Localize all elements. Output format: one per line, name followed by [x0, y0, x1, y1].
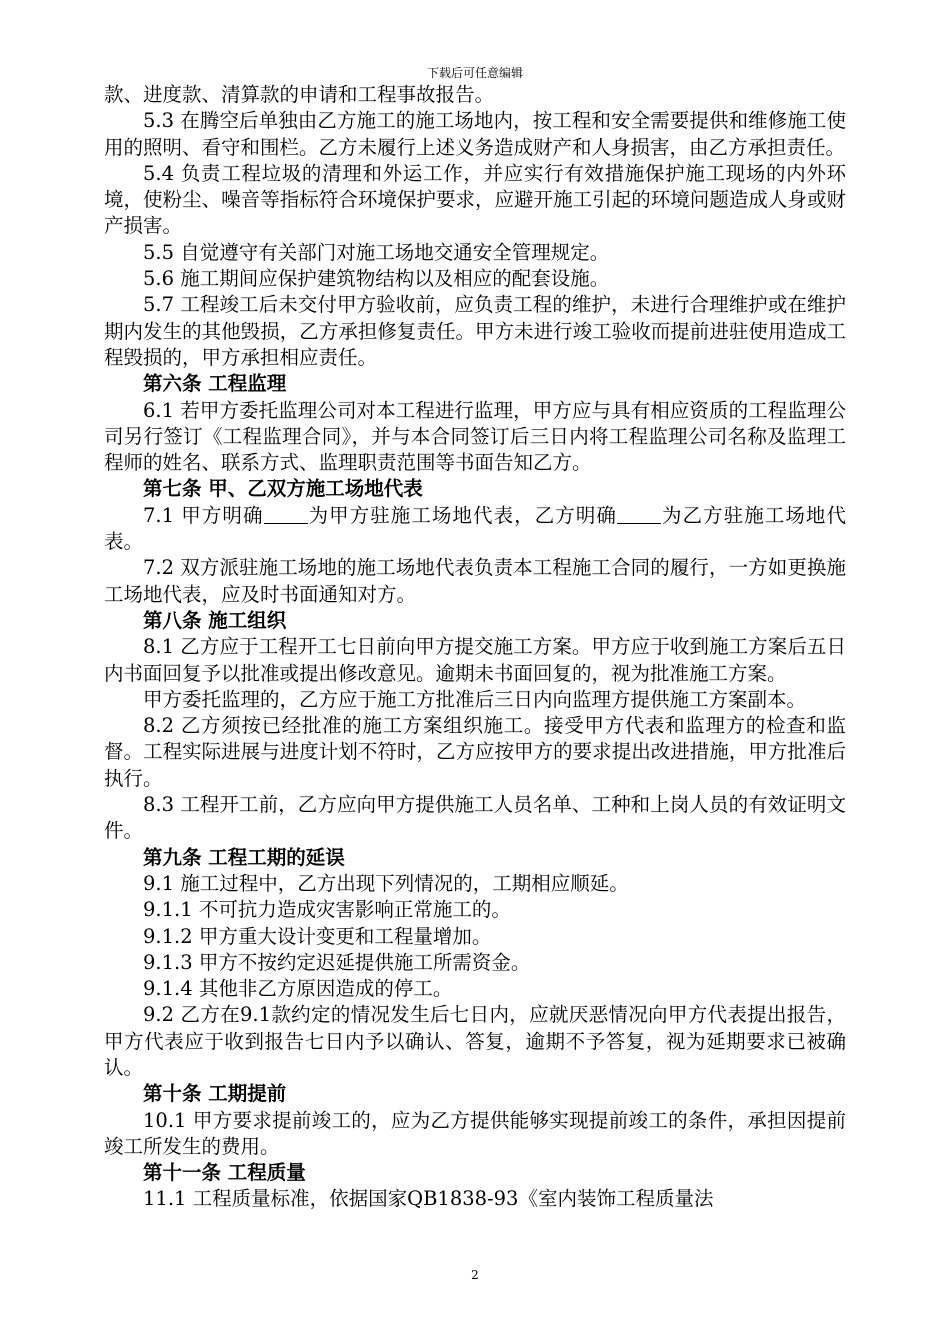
clause-7-1 — [104, 503, 846, 556]
clause-8-1: 8.1 乙方应于工程开工七日前向甲方提交施工方案。甲方应于收到施工方案后五日内书面回复予以批准或提出修改意见。逾期未书面回复的，视为批准施工方案。 — [104, 635, 846, 685]
clause-8-2: 8.2 乙方须按已经批准的施工方案组织施工。接受甲方代表和监理方的检查和监督。工程实际进展与进度计划不符时，乙方应按甲方的要求提出改进措施，甲方批准后执行。 — [104, 714, 846, 790]
clause-8-3: 8.3 工程开工前，乙方应向甲方提供施工人员名单、工种和上岗人员的有效证明文件。 — [104, 793, 846, 843]
page-header: 下载后可任意编辑 — [426, 66, 523, 80]
clause-5-4: 5.4 负责工程垃圾的清理和外运工作，并应实行有效措施保护施工现场的内外环境，使粉尘、噪音等指标符合环境保护要求，应避开施工引起的环境问题造成人身或财产损害。 — [104, 161, 846, 238]
clause-7-1-part-c: 为乙方驻施工场地代表。 — [104, 503, 846, 554]
article-7-heading: 第七条 甲、乙双方施工场地代表 — [143, 477, 423, 501]
clause-11-1: 11.1 工程质量标准，依据国家QB1838-93《室内装饰工程质量法 — [143, 1187, 714, 1211]
article-11-heading: 第十一条 工程质量 — [143, 1161, 306, 1185]
clause-5-6: 5.6 施工期间应保护建筑物结构以及相应的配套设施。 — [143, 267, 610, 291]
article-8-heading: 第八条 施工组织 — [143, 608, 287, 632]
blank-field-party-a-rep[interactable] — [264, 505, 308, 524]
clause-10-1: 10.1 甲方要求提前竣工的，应为乙方提供能够实现提前竣工的条件，承担因提前竣工所发生的费用。 — [104, 1108, 846, 1158]
article-6-heading: 第六条 工程监理 — [143, 372, 287, 396]
clause-9-1-4: 9.1.4 其他非乙方原因造成的停工。 — [143, 977, 453, 1001]
clause-5-7: 5.7 工程竣工后未交付甲方验收前，应负责工程的维护，未进行合理维护或在维护期内发生的其他毁损，乙方承担修复责任。甲方未进行竣工验收而提前进驻使用造成工程毁损的，甲方承担相应责任。 — [104, 293, 846, 369]
clause-6-1: 6.1 若甲方委托监理公司对本工程进行监理，甲方应与具有相应资质的工程监理公司另行签订《工程监理合同》，并与本合同签订后三日内将工程监理公司名称及监理工程师的姓名、联系方式、监理职责范围等书面告知乙方。 — [104, 398, 846, 475]
clause-7-1-part-a: 7.1 甲方明确 — [143, 503, 264, 527]
clause-5-3: 5.3 在腾空后单独由乙方施工的施工场地内，按工程和安全需要提供和维修施工使用的照明、看守和围栏。乙方未履行上述义务造成财产和人身损害，由乙方承担责任。 — [104, 109, 846, 159]
page-number: 2 — [471, 1268, 479, 1282]
article-9-heading: 第九条 工程工期的延误 — [143, 845, 345, 869]
clause-9-1-2: 9.1.2 甲方重大设计变更和工程量增加。 — [143, 924, 492, 948]
clause-7-2: 7.2 双方派驻施工场地的施工场地代表负责本工程施工合同的履行，一方如更换施工场地代表，应及时书面通知对方。 — [104, 556, 846, 606]
clause-5-5: 5.5 自觉遵守有关部门对施工场地交通安全管理规定。 — [143, 240, 610, 264]
clause-9-2: 9.2 乙方在9.1款约定的情况发生后七日内，应就厌恶情况向甲方代表提出报告，甲方代表应于收到报告七日内予以确认、答复，逾期不予答复，视为延期要求已被确认。 — [104, 1003, 846, 1079]
paragraph: 款、进度款、清算款的申请和工程事故报告。 — [104, 83, 495, 106]
clause-9-1: 9.1 施工过程中，乙方出现下列情况的，工期相应顺延。 — [143, 871, 629, 895]
clause-9-1-3: 9.1.3 甲方不按约定迟延提供施工所需资金。 — [143, 950, 531, 974]
blank-field-party-b-rep[interactable] — [617, 505, 661, 524]
clause-7-1-part-b: 为甲方驻施工场地代表，乙方明确 — [307, 503, 617, 527]
clause-8-1-note: 甲方委托监理的，乙方应于施工方批准后三日内向监理方提供施工方案副本。 — [143, 687, 807, 711]
article-10-heading: 第十条 工期提前 — [143, 1082, 287, 1106]
clause-9-1-1: 9.1.1 不可抗力造成灾害影响正常施工的。 — [143, 898, 511, 922]
document-body — [104, 82, 846, 1213]
